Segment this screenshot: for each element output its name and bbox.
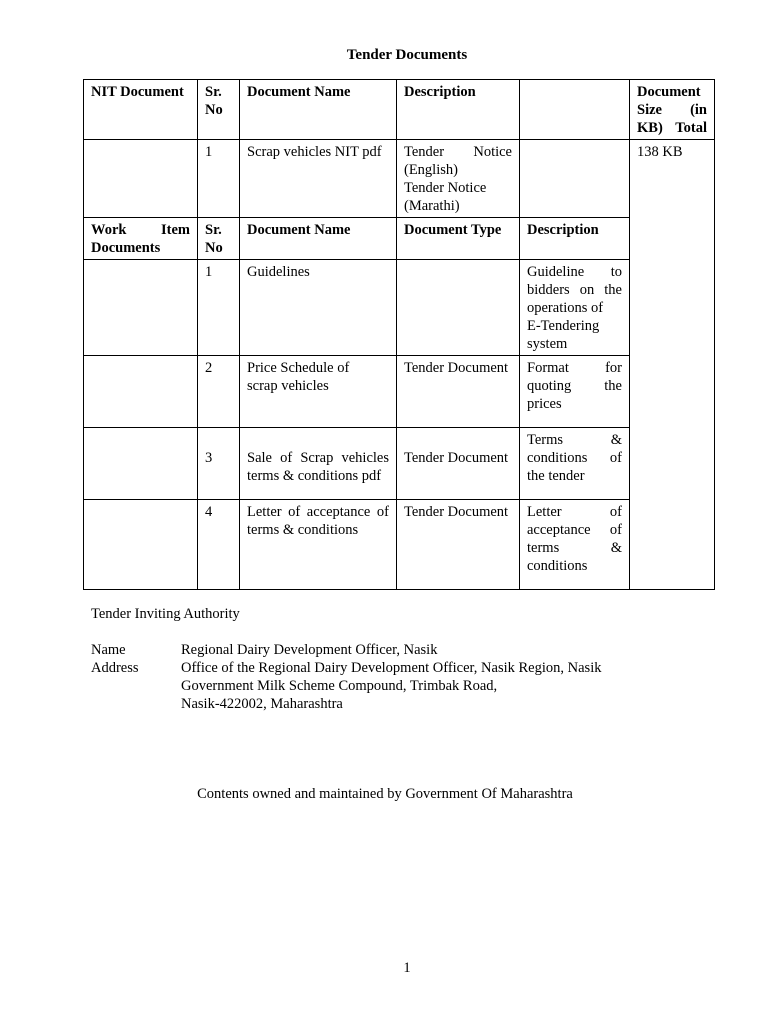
- row-description: [520, 500, 630, 590]
- row-description-line: acceptance of: [527, 522, 622, 538]
- table-row: [84, 356, 715, 428]
- row-description-line: E-Tendering: [527, 318, 600, 334]
- row-srno: 1: [198, 260, 240, 356]
- nit-description-line: Tender Notice: [404, 144, 512, 160]
- work-section-label-line: Documents: [91, 240, 161, 256]
- size-column-filler: [630, 218, 715, 590]
- row-description-line: quoting the: [527, 378, 622, 394]
- nit-empty-header: [520, 80, 630, 140]
- row-description-line: prices: [527, 396, 562, 412]
- nit-description-header: Description: [397, 80, 520, 140]
- work-section-label-line: Work Item: [91, 222, 190, 238]
- row-description-line: the tender: [527, 468, 585, 484]
- row-doctype: [397, 260, 520, 356]
- work-description-header: Description: [520, 218, 630, 260]
- row-docname-line: Letter of acceptance of: [247, 504, 389, 520]
- row-description-line: Letter of: [527, 504, 622, 520]
- row-doctype: Tender Document: [397, 500, 520, 590]
- work-doctype-header: Document Type: [397, 218, 520, 260]
- nit-srno-header: Sr. No: [198, 80, 240, 140]
- table-row: [84, 500, 715, 590]
- authority-name-row: [91, 641, 438, 659]
- work-section-label: [84, 218, 198, 260]
- row-srno: 4: [198, 500, 240, 590]
- row-description-line: bidders on the: [527, 282, 622, 298]
- address-line: Government Milk Scheme Compound, Trimbak Road,: [181, 678, 498, 694]
- nit-description-line: Tender Notice: [404, 180, 487, 196]
- row-description-line: Terms &: [527, 432, 622, 448]
- row-docname-line: terms & conditions: [247, 522, 359, 538]
- row-docname-line: Sale of Scrap vehicles: [247, 450, 389, 466]
- nit-empty-cell: [84, 140, 198, 218]
- name-label: Name: [91, 642, 126, 658]
- address-label: Address: [91, 660, 139, 676]
- name-value: Regional Dairy Development Officer, Nasik: [181, 642, 438, 658]
- row-docname: Guidelines: [240, 260, 397, 356]
- nit-section-label: NIT Document: [84, 80, 198, 140]
- row-docname-line: terms & conditions pdf: [247, 468, 382, 484]
- row-description-line: conditions of: [527, 450, 622, 466]
- row-description-line: terms &: [527, 540, 622, 556]
- nit-row: [84, 140, 715, 218]
- footer-ownership: Contents owned and maintained by Government Of Maharashtra: [197, 786, 573, 802]
- nit-description: [397, 140, 520, 218]
- nit-docname: Scrap vehicles NIT pdf: [240, 140, 397, 218]
- row-description-line: system: [527, 336, 568, 352]
- row-docname: [240, 356, 397, 428]
- row-description-line: operations of: [527, 300, 604, 316]
- nit-header-row: [84, 80, 715, 140]
- table-row: [84, 260, 715, 356]
- document-size-header: Document Size (in KB) Total: [630, 80, 715, 140]
- row-doctype: Tender Document: [397, 428, 520, 500]
- nit-empty-cell: [520, 140, 630, 218]
- row-docname: [240, 500, 397, 590]
- work-srno-header: Sr. No: [198, 218, 240, 260]
- row-docname-line: Price Schedule of: [247, 360, 350, 376]
- address-line: Office of the Regional Dairy Development Officer, Nasik Region, Nasik: [181, 660, 602, 676]
- nit-description-line: (English): [404, 162, 458, 178]
- authority-heading: Tender Inviting Authority: [91, 606, 240, 622]
- row-empty-cell: [84, 500, 198, 590]
- tender-documents-table: [83, 79, 715, 590]
- row-description: [520, 356, 630, 428]
- row-empty-cell: [84, 260, 198, 356]
- row-doctype: Tender Document: [397, 356, 520, 428]
- row-empty-cell: [84, 428, 198, 500]
- page-number: 1: [403, 960, 411, 976]
- work-docname-header: Document Name: [240, 218, 397, 260]
- row-empty-cell: [84, 356, 198, 428]
- row-srno: 2: [198, 356, 240, 428]
- row-description-line: Format for: [527, 360, 622, 376]
- row-description-line: conditions: [527, 558, 588, 574]
- table-row: [84, 428, 715, 500]
- authority-address-row: [91, 659, 602, 677]
- nit-description-line: (Marathi): [404, 198, 460, 214]
- row-docname-line: scrap vehicles: [247, 378, 329, 394]
- row-description: [520, 260, 630, 356]
- row-srno: 3: [198, 428, 240, 500]
- document-size-total: 138 KB: [630, 140, 715, 218]
- nit-docname-header: Document Name: [240, 80, 397, 140]
- row-description-line: Guideline to: [527, 264, 622, 280]
- row-description: [520, 428, 630, 500]
- row-docname: [240, 428, 397, 500]
- nit-srno: 1: [198, 140, 240, 218]
- address-line: Nasik-422002, Maharashtra: [181, 696, 343, 712]
- page-title: Tender Documents: [346, 47, 468, 63]
- work-header-row: [84, 218, 715, 260]
